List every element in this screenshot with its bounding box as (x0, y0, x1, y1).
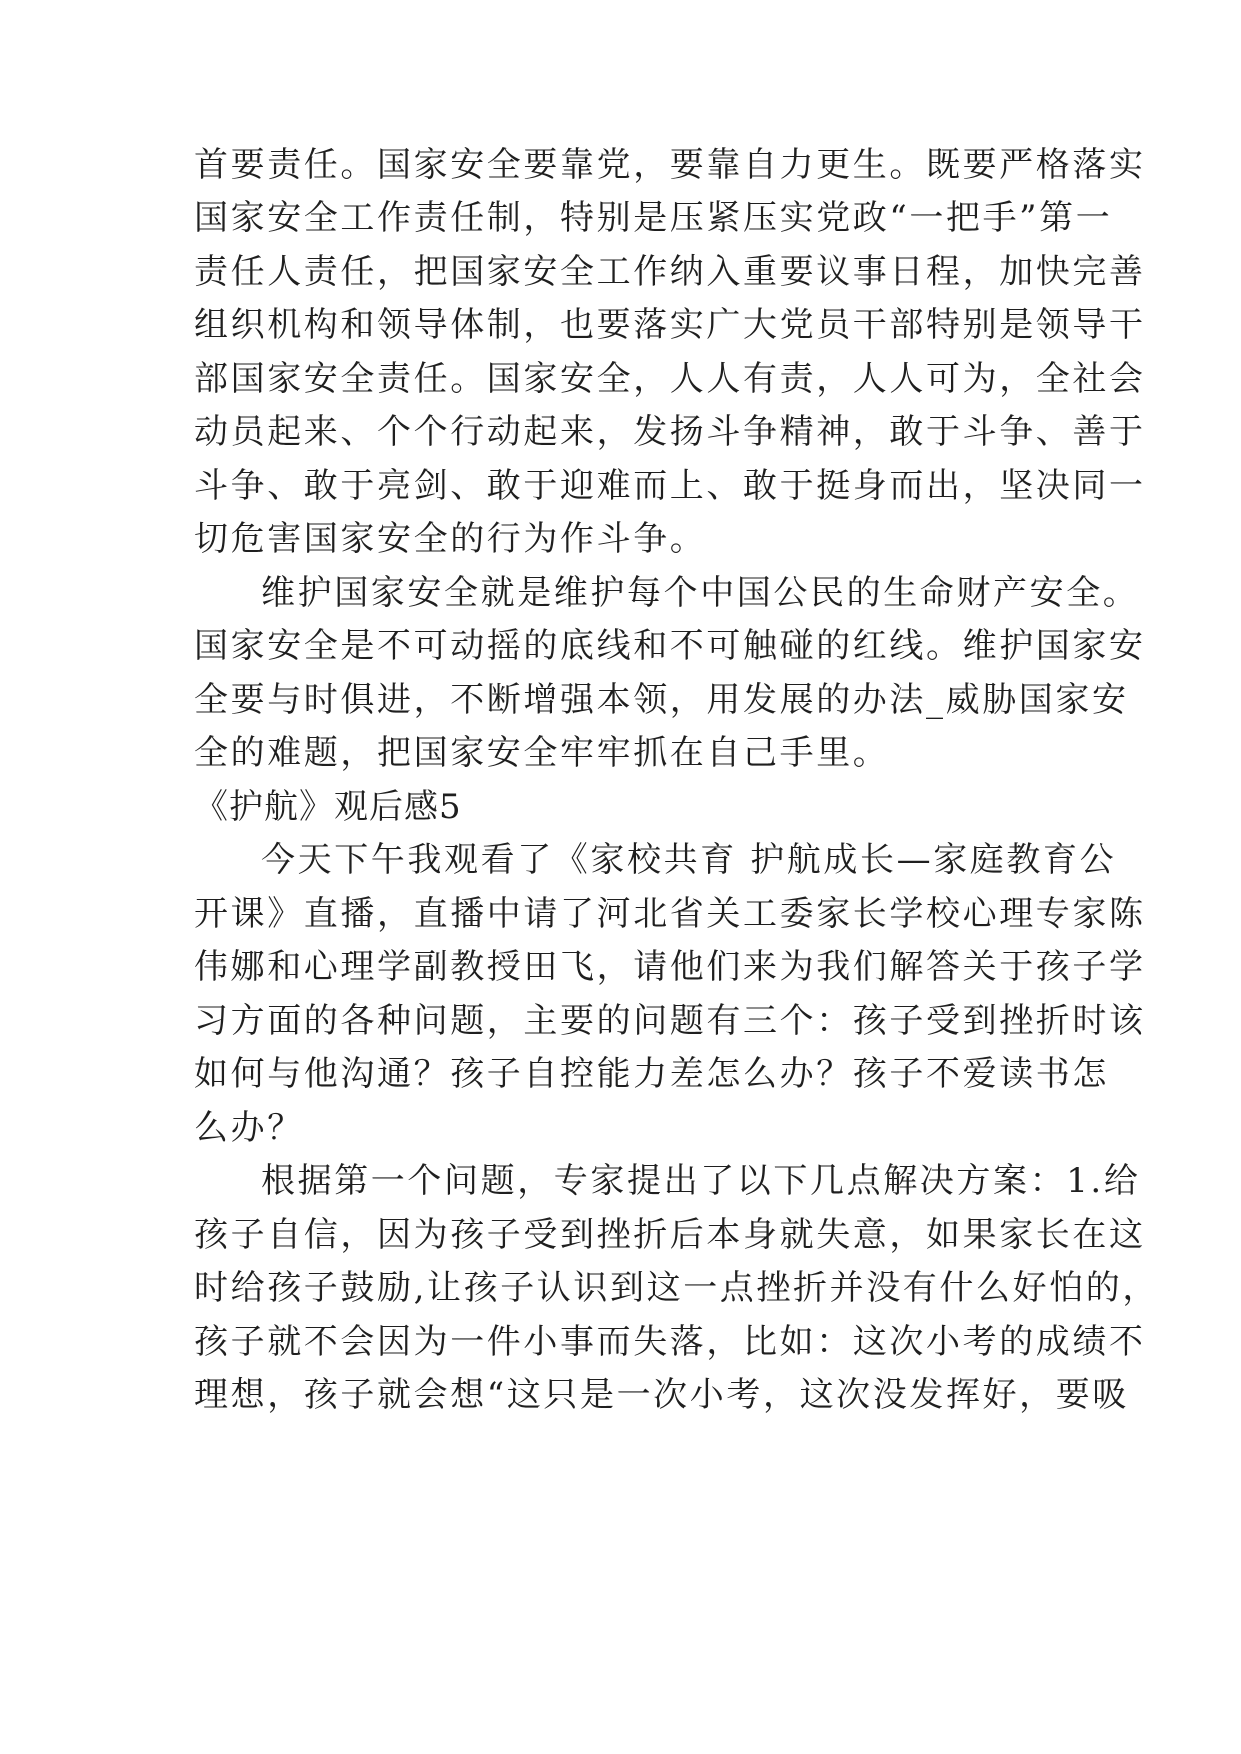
paragraph-first-line: 根据第一个问题，专家提出了以下几点解决方案：1.给 (261, 1161, 1141, 1201)
text-line: 如何与他沟通？孩子自控能力差怎么办？孩子不爱读书怎 (194, 1054, 1109, 1094)
paragraph-first-line: 维护国家安全就是维护每个中国公民的生命财产安全。 (261, 573, 1140, 613)
text-line: 组织机构和领导体制，也要落实广大党员干部特别是领导干 (194, 305, 1146, 345)
text-line: 斗争、敢于亮剑、敢于迎难而上、敢于挺身而出，坚决同一 (194, 466, 1146, 506)
text-line: 国家安全工作责任制，特别是压紧压实党政“一把手”第一 (194, 198, 1113, 238)
text-line: 切危害国家安全的行为作斗争。 (194, 519, 707, 559)
text-line: 孩子就不会因为一件小事而失落，比如：这次小考的成绩不 (194, 1322, 1146, 1362)
text-line: 习方面的各种问题，主要的问题有三个：孩子受到挫折时该 (194, 1001, 1146, 1041)
section-heading: 《护航》观后感5 (194, 787, 462, 827)
text-line: 时给孩子鼓励,让孩子认识到这一点挫折并没有什么好怕的， (194, 1268, 1160, 1308)
text-line: 全的难题，把国家安全牢牢抓在自己手里。 (194, 733, 890, 773)
text-line: 首要责任。国家安全要靠党，要靠自力更生。既要严格落实 (194, 145, 1146, 185)
text-line: 国家安全是不可动摇的底线和不可触碰的红线。维护国家安 (194, 626, 1146, 666)
text-line: 孩子自信，因为孩子受到挫折后本身就失意，如果家长在这 (194, 1215, 1146, 1255)
text-line: 责任人责任，把国家安全工作纳入重要议事日程，加快完善 (194, 252, 1146, 292)
text-line: 理想，孩子就会想“这只是一次小考，这次没发挥好，要吸 (194, 1375, 1129, 1415)
text-line: 部国家安全责任。国家安全，人人有责，人人可为，全社会 (194, 359, 1146, 399)
text-line: 伟娜和心理学副教授田飞，请他们来为我们解答关于孩子学 (194, 947, 1146, 987)
text-line: 全要与时俱进，不断增强本领，用发展的办法_威胁国家安 (194, 680, 1129, 720)
paragraph-first-line: 今天下午我观看了《家校共育 护航成长—家庭教育公 (261, 840, 1117, 880)
text-line: 开课》直播，直播中请了河北省关工委家长学校心理专家陈 (194, 894, 1146, 934)
text-line: 么办？ (194, 1108, 304, 1148)
text-line: 动员起来、个个行动起来，发扬斗争精神，敢于斗争、善于 (194, 412, 1146, 452)
